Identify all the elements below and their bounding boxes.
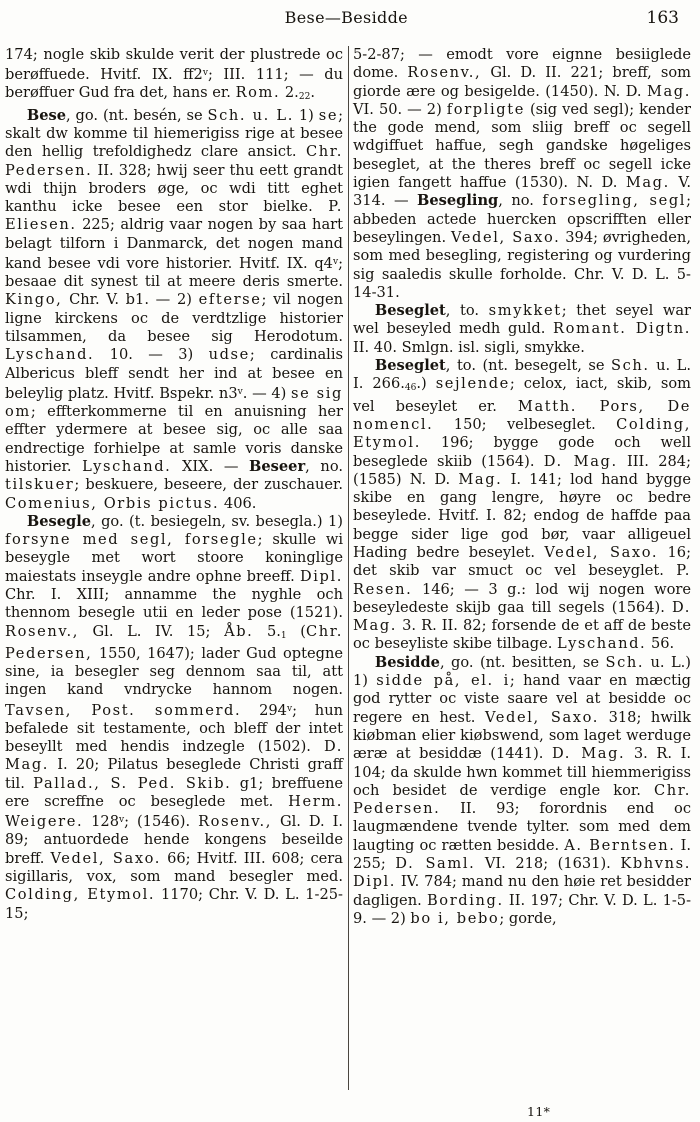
text-run: Colding, Etymol. bbox=[5, 886, 156, 904]
text-run: XIX. — bbox=[171, 457, 250, 475]
text-run: 10. — 3) bbox=[94, 346, 209, 364]
text-run: v bbox=[119, 815, 125, 826]
text-run: forsyne med segl, forsegle bbox=[5, 531, 258, 549]
text-run: v bbox=[237, 386, 243, 397]
headword: Besidde bbox=[374, 653, 440, 671]
headword: Besegling bbox=[417, 192, 499, 210]
text-run: Vedel, Saxo. bbox=[544, 544, 659, 561]
text-run: Kbhvns. Dipl. bbox=[353, 855, 691, 891]
headword: Bese bbox=[26, 106, 67, 124]
text-run: 5-2-87; — emodt vore eignne besiiglede dome. bbox=[353, 46, 691, 82]
text-run: ; celox, iact, skib, som vel beseylet er. bbox=[353, 375, 691, 415]
text-run: sidde på, el. i bbox=[376, 672, 510, 690]
paragraph bbox=[5, 107, 343, 513]
text-run: Kingo, bbox=[5, 291, 63, 309]
text-run: Pallad., S. Ped. Skib. bbox=[33, 774, 232, 792]
running-head: Bese—Besidde bbox=[284, 8, 408, 27]
text-run: efterse bbox=[198, 291, 262, 309]
text-run: Chr. I. XIII; annamme the nyghle och thennom besegle utii en leder pose (1521). bbox=[5, 585, 343, 622]
text-run: 56. bbox=[646, 635, 675, 653]
text-run: forsegling, segl bbox=[542, 192, 687, 210]
text-run: , no. bbox=[305, 457, 343, 475]
text-run: ; thet seyel war wel beseyled medh guld. bbox=[353, 302, 691, 338]
text-run: Lyschand. bbox=[557, 635, 647, 653]
text-run: Mag. bbox=[458, 470, 503, 488]
text-run: D. Mag. bbox=[5, 738, 343, 774]
text-run: ; III. 111; — du berøffuer Gud fra det, hans er. bbox=[5, 66, 343, 102]
text-run: D. Mag. bbox=[353, 598, 691, 635]
text-run: (sig ved segl); kender the gode mend, som sliig breff oc segell wdgiffuet haffue, segh gandske høgeliges beseglet, at the theres breff oc segell icke igien fangett haffue (1530). N. D. bbox=[353, 100, 691, 192]
paragraph bbox=[5, 46, 343, 107]
text-run: 3. R. II. 82; forsende de et aff de beste oc beseyliste skibe tilbage. bbox=[353, 617, 691, 653]
paragraph bbox=[353, 654, 691, 928]
text-run: 16; det skib var smuct oc vel beseyglet. bbox=[353, 544, 691, 580]
text-run: 225; aldrig vaar nogen by saa hart belagt tilforn i Danmarck, det nogen mand kand besee vdi vore historier. Hvitf. IX. q4 bbox=[5, 216, 343, 272]
text-run: 196; bygge gode och well beseglede skiib (1564). bbox=[353, 434, 691, 470]
text-run: g1; breffuene ere screffne oc beseglede met. bbox=[5, 774, 344, 811]
text-run: Romant. Digtn. bbox=[553, 320, 692, 338]
headword: Beseglet bbox=[374, 357, 446, 375]
text-run: . — 4) bbox=[242, 384, 292, 402]
text-run: u. L. I. 266. bbox=[353, 357, 692, 393]
text-run: VI. 218; (1631). bbox=[475, 855, 621, 873]
text-run: D. Saml. bbox=[395, 855, 476, 873]
text-run: . bbox=[310, 84, 315, 102]
text-run: Chr. Pedersen, bbox=[5, 622, 343, 662]
text-run: I. 141; lod hand bygge skibe en gang lengre, høyre oc bedre beseylede. Hvitf. I. 82; endog de haffde paa begge sider lige god bør, vaar alligeuel Hading bedre beseylet. bbox=[353, 470, 691, 561]
page-header bbox=[5, 8, 695, 34]
text-run: u. L.) 1) bbox=[353, 653, 692, 690]
paragraph bbox=[353, 46, 691, 302]
text-run: III. 284; (1585) N. D. bbox=[353, 452, 692, 488]
text-run: Chr. V. b1. — 2) bbox=[62, 291, 199, 309]
text-run: ; effterkommerne til en anuisning her effter ydermere at besee sig, oc alle saa endrectige forhielpe at samle voris danske historier. bbox=[5, 403, 343, 475]
text-run: Comenius, Orbis pictus. bbox=[5, 494, 220, 512]
text-run: sejlende bbox=[435, 375, 510, 393]
text-run: se sig om bbox=[5, 384, 343, 421]
text-run: 1) bbox=[293, 106, 319, 124]
text-run: P. Resen. bbox=[353, 562, 691, 598]
text-block bbox=[5, 46, 695, 1090]
headword: Beseglet bbox=[374, 302, 446, 320]
text-run: ; gorde, bbox=[499, 909, 557, 927]
text-run: ; cardinalis Albericus bleff sendt her ind at besee en beleylig platz. Hvitf. Bspekr. n3 bbox=[5, 346, 343, 402]
text-run: Herm. Weigere. bbox=[5, 793, 343, 831]
text-run: ; (1546). bbox=[124, 813, 199, 831]
text-run: P. Eliesen. bbox=[5, 198, 343, 234]
signature-mark: 11* bbox=[527, 1104, 551, 1119]
text-run: 66; Hvitf. III. 608; cera sigillaris, vox, som mand besegler med. bbox=[5, 849, 343, 886]
text-run: Sch. bbox=[605, 653, 645, 671]
text-run: Dipl. bbox=[299, 567, 343, 585]
text-run: Gl. D. II. 221; breff, som giorde ære og besigelde. (1450). N. D. bbox=[353, 64, 691, 100]
text-run: Tavsen, Post. sommerd. bbox=[5, 701, 242, 719]
text-run: 1170; Chr. V. D. L. 1-25-15; bbox=[5, 886, 343, 922]
text-run: Gl. D. I. 89; antuordede hende kongens beseilde breff. bbox=[5, 813, 343, 867]
text-run: Rosenv., bbox=[407, 64, 482, 82]
text-run: Rom. bbox=[235, 84, 281, 102]
right-column bbox=[353, 46, 691, 1090]
text-run: Lyschand. bbox=[5, 346, 95, 364]
text-run: 3. R. I. 104; da skulde hwn kommet till hiemmerigiss och besidet de verdige engle kor. bbox=[353, 745, 692, 799]
text-run: 318; hwilk kiøbman elier kiøbswend, som laget werduge æræ at besiddæ (1441). bbox=[353, 708, 691, 763]
text-run: 406. bbox=[219, 494, 257, 512]
text-run: forpligte bbox=[446, 100, 525, 118]
text-run: , go. (t. besiegeln, sv. besegla.) 1) bbox=[91, 512, 343, 530]
text-run: ; hun befalede sit testamente, och bleff der intet beseyllt med hendis indzegle (1502). bbox=[5, 701, 343, 756]
text-run: 150; velbeseglet. bbox=[433, 415, 617, 433]
text-run: tilskuer bbox=[5, 476, 75, 494]
left-column bbox=[5, 46, 343, 1090]
text-run: Gl. L. IV. 15; bbox=[78, 622, 225, 640]
text-run: D. Mag. bbox=[552, 745, 626, 763]
text-run: , to. bbox=[445, 302, 489, 320]
text-run: bo i, bebo bbox=[410, 909, 500, 927]
paragraph bbox=[353, 357, 691, 654]
text-run: ( bbox=[286, 622, 306, 640]
text-run: Chr. Pedersen. bbox=[353, 781, 691, 818]
text-run: udse bbox=[208, 346, 250, 364]
text-run: 294 bbox=[241, 701, 287, 719]
text-run: II. 40. Smlgn. isl. sigli, smykke. bbox=[353, 338, 585, 356]
text-run: , no. bbox=[498, 192, 543, 210]
text-run: Sch. bbox=[610, 357, 650, 375]
text-run: 146; — 3 g.: lod wij nogen wore beseyledeste skijb gaa till segels (1564). bbox=[353, 580, 691, 616]
text-run: v bbox=[286, 703, 293, 714]
text-run: 394; øvrigheden, som med besegling, registering og vurdering sig saaledis skulle forholde. Chr. V. D. L. 5-14-31. bbox=[353, 228, 691, 301]
text-run: Sch. u. L. bbox=[207, 106, 294, 124]
text-run: Mag. bbox=[625, 174, 670, 192]
headword: Beseer bbox=[249, 457, 306, 475]
text-run: 46 bbox=[404, 383, 417, 394]
text-run: ; hand vaar en mæctig god rytter oc viste saare vel at besidde oc regere en hest. bbox=[353, 672, 692, 726]
text-run: A. Berntsen. bbox=[564, 836, 676, 854]
text-run: Chr. Pedersen. bbox=[5, 143, 343, 179]
text-run: Lyschand. bbox=[82, 457, 172, 475]
text-run: ; skalt dw komme til hiemerigiss rige at besee den hellig trefoldighedz clare ansict. bbox=[5, 106, 343, 161]
text-run: Rosenv., bbox=[5, 622, 79, 640]
text-run: ; vil nogen ligne kirckens oc de verdtzlige historier tilsammen, da besee sig Herodotum. bbox=[5, 291, 343, 346]
text-run: Colding, Etymol. bbox=[353, 415, 691, 452]
text-run: 1 bbox=[280, 630, 287, 641]
text-run: ; abbeden actede huercken opscrifften eller beseylingen. bbox=[353, 192, 691, 246]
page-number: 163 bbox=[646, 8, 679, 28]
text-run: , go. (nt. besén, se bbox=[66, 106, 208, 124]
text-run: I. 20; Pilatus beseglede Christi graff til. bbox=[5, 756, 343, 792]
text-run: , go. (nt. besitten, se bbox=[439, 653, 606, 671]
text-run: ; beskuere, beseere, der zuschauer. bbox=[74, 476, 343, 494]
headword: Besegle bbox=[26, 512, 92, 530]
text-run: II. 93; forordnis end oc laugmændene tvende tylter. som med dem laugting oc rætten besidde. bbox=[353, 800, 691, 854]
text-run: 2. bbox=[280, 84, 299, 102]
text-run: Matth. Pors, De nomencl. bbox=[353, 397, 691, 433]
text-run: Åb. bbox=[224, 622, 254, 640]
paragraph bbox=[5, 513, 343, 923]
text-run: Mag. bbox=[646, 82, 691, 100]
text-run: .) bbox=[416, 375, 436, 393]
text-run: smykket bbox=[488, 302, 562, 320]
text-run: v bbox=[202, 68, 208, 79]
text-run: Rosenv., bbox=[198, 813, 273, 831]
column-divider bbox=[348, 46, 349, 1090]
paragraph bbox=[353, 302, 691, 357]
text-run: 128 bbox=[83, 813, 119, 831]
text-run: se bbox=[318, 106, 339, 124]
text-run: D. Mag. bbox=[543, 452, 618, 470]
text-run: 22 bbox=[298, 92, 311, 103]
text-run: Vedel, Saxo. bbox=[484, 708, 600, 726]
text-run: v bbox=[332, 257, 339, 268]
text-run: IV. 784; mand nu den høie ret besidder dagligen. bbox=[353, 873, 691, 909]
text-run: 174; nogle skib skulde verit der plustrede oc berøffuede. Hvitf. IX. ff2 bbox=[5, 46, 343, 84]
text-run: ; besaae dit synest til at meere deris smerte. bbox=[5, 254, 343, 291]
text-run: 5. bbox=[253, 622, 281, 640]
text-run: V. 314. — bbox=[353, 174, 692, 210]
text-run: 1550, 1647); lader Gud optegne sine, ia besegler seg dennom saa til, att ingen kand vndrycke hannom nogen. bbox=[5, 644, 343, 699]
text-run: , to. (nt. besegelt, se bbox=[445, 357, 611, 375]
text-run: VI. 50. — 2) bbox=[353, 100, 447, 118]
text-run: Bording. bbox=[426, 891, 504, 909]
text-run: I. 255; bbox=[353, 836, 691, 873]
text-run: ; skulle wi beseygle met wort stoore koninglige maiestats inseygle andre ophne breeff. bbox=[5, 531, 344, 585]
text-run: Vedel, Saxo. bbox=[50, 849, 162, 867]
text-run: II. 328; hwij seer thu eett grandt wdi thijn broders øge, oc wdi titt eghet kanthu icke besee een stor bielke. bbox=[5, 161, 343, 216]
text-run: II. 197; Chr. V. D. L. 1-5-9. — 2) bbox=[353, 891, 692, 927]
text-run: Vedel, Saxo. bbox=[450, 228, 561, 246]
